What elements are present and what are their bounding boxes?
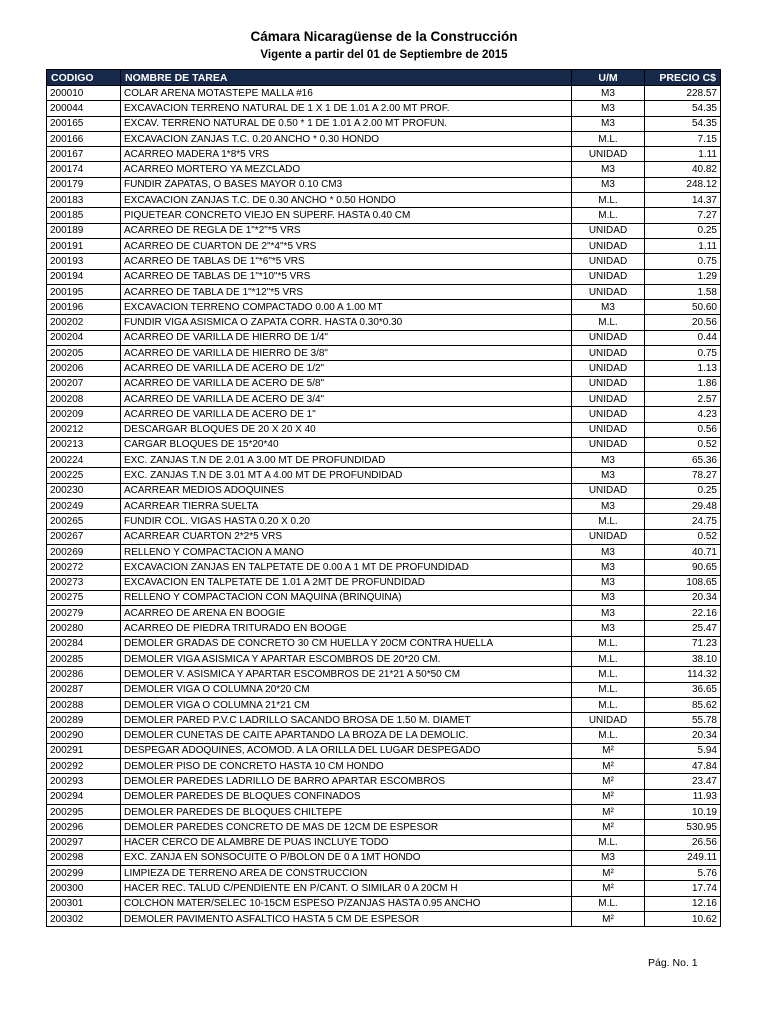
header-name: NOMBRE DE TAREA [121,70,572,86]
cell-name: EXCAVACION TERRENO NATURAL DE 1 X 1 DE 1.01 A 2.00 MT PROF. [121,101,572,116]
cell-name: ACARREAR CUARTON 2*2*5 VRS [121,529,572,544]
cell-unit: UNIDAD [572,284,645,299]
table-row [47,835,721,850]
cell-unit: UNIDAD [572,407,645,422]
header-price: PRECIO C$ [645,70,721,86]
cell-unit: M² [572,774,645,789]
cell-price: 1.29 [645,269,721,284]
cell-code: 200174 [47,162,121,177]
cell-code: 200302 [47,912,121,927]
cell-price: 40.82 [645,162,721,177]
cell-unit: UNIDAD [572,238,645,253]
cell-unit: M.L. [572,651,645,666]
table-row [47,590,721,605]
cell-unit: M.L. [572,514,645,529]
cell-name: DEMOLER VIGA O COLUMNA 20*20 CM [121,682,572,697]
table-row [47,131,721,146]
cell-code: 200165 [47,116,121,131]
price-table [46,69,721,927]
table-row [47,621,721,636]
cell-code: 200209 [47,407,121,422]
cell-price: 1.86 [645,376,721,391]
cell-unit: UNIDAD [572,437,645,452]
cell-price: 0.52 [645,437,721,452]
cell-unit: M3 [572,850,645,865]
cell-unit: M3 [572,116,645,131]
cell-price: 7.27 [645,208,721,223]
table-row [47,284,721,299]
cell-name: DESPEGAR ADOQUINES, ACOMOD. A LA ORILLA DEL LUGAR DESPEGADO [121,743,572,758]
cell-unit: M.L. [572,728,645,743]
cell-unit: M² [572,820,645,835]
cell-price: 7.15 [645,131,721,146]
table-row [47,560,721,575]
cell-unit: M² [572,759,645,774]
cell-price: 2.57 [645,391,721,406]
cell-price: 1.13 [645,361,721,376]
cell-unit: M.L. [572,131,645,146]
cell-name: DEMOLER V. ASISMICA Y APARTAR ESCOMBROS DE 21*21 A 50*50 CM [121,667,572,682]
table-row [47,376,721,391]
cell-code: 200249 [47,499,121,514]
cell-price: 1.58 [645,284,721,299]
table-row [47,912,721,927]
cell-name: DEMOLER VIGA ASISMICA Y APARTAR ESCOMBROS DE 20*20 CM. [121,651,572,666]
cell-code: 200272 [47,560,121,575]
table-row [47,743,721,758]
cell-name: EXCAVACION EN TALPETATE DE 1.01 A 2MT DE PROFUNDIDAD [121,575,572,590]
cell-price: 26.56 [645,835,721,850]
cell-price: 530.95 [645,820,721,835]
cell-code: 200298 [47,850,121,865]
cell-code: 200296 [47,820,121,835]
cell-name: EXCAVACION ZANJAS EN TALPETATE DE 0.00 A 1 MT DE PROFUNDIDAD [121,560,572,575]
cell-name: FUNDIR VIGA ASISMICA O ZAPATA CORR. HASTA 0.30*0.30 [121,315,572,330]
cell-price: 36.65 [645,682,721,697]
cell-unit: UNIDAD [572,330,645,345]
cell-code: 200294 [47,789,121,804]
document-subtitle: Vigente a partir del 01 de Septiembre de 2015 [260,49,508,61]
table-row [47,162,721,177]
page-number: Pág. No. 1 [648,957,698,969]
cell-unit: UNIDAD [572,346,645,361]
cell-unit: M3 [572,101,645,116]
table-row [47,193,721,208]
cell-unit: M3 [572,606,645,621]
cell-price: 90.65 [645,560,721,575]
cell-price: 38.10 [645,651,721,666]
cell-code: 200301 [47,896,121,911]
cell-unit: UNIDAD [572,422,645,437]
cell-price: 20.34 [645,590,721,605]
cell-unit: M² [572,912,645,927]
cell-unit: UNIDAD [572,376,645,391]
cell-name: DEMOLER PISO DE CONCRETO HASTA 10 CM HONDO [121,759,572,774]
cell-name: COLCHON MATER/SELEC 10-15CM ESPESO P/ZANJAS HASTA 0.95 ANCHO [121,896,572,911]
cell-unit: M3 [572,468,645,483]
document-title: Cámara Nicaragüense de la Construcción [250,29,518,44]
cell-name: ACARREO MORTERO YA MEZCLADO [121,162,572,177]
table-row [47,850,721,865]
cell-unit: M.L. [572,835,645,850]
table-row [47,881,721,896]
cell-code: 200293 [47,774,121,789]
header-unit: U/M [572,70,645,86]
cell-name: ACARREO MADERA 1*8*5 VRS [121,147,572,162]
cell-unit: M² [572,804,645,819]
cell-code: 200205 [47,346,121,361]
cell-price: 5.94 [645,743,721,758]
cell-price: 54.35 [645,116,721,131]
table-row [47,651,721,666]
cell-name: EXC. ZANJAS T.N DE 3.01 MT A 4.00 MT DE PROFUNDIDAD [121,468,572,483]
cell-name: EXCAV. TERRENO NATURAL DE 0.50 * 1 DE 1.01 A 2.00 MT PROFUN. [121,116,572,131]
cell-name: HACER CERCO DE ALAMBRE DE PUAS INCLUYE TODO [121,835,572,850]
cell-code: 200273 [47,575,121,590]
cell-code: 200291 [47,743,121,758]
cell-name: RELLENO Y COMPACTACION CON MAQUINA (BRINQUINA) [121,590,572,605]
cell-name: CARGAR BLOQUES DE 15*20*40 [121,437,572,452]
table-row [47,774,721,789]
cell-name: PIQUETEAR CONCRETO VIEJO EN SUPERF. HASTA 0.40 CM [121,208,572,223]
cell-unit: M.L. [572,896,645,911]
cell-price: 50.60 [645,300,721,315]
cell-code: 200166 [47,131,121,146]
cell-price: 47.84 [645,759,721,774]
cell-unit: M3 [572,499,645,514]
cell-name: ACARREAR TIERRA SUELTA [121,499,572,514]
cell-code: 200204 [47,330,121,345]
table-row [47,468,721,483]
cell-code: 200183 [47,193,121,208]
cell-code: 200212 [47,422,121,437]
table-row [47,896,721,911]
cell-code: 200287 [47,682,121,697]
cell-name: ACARREO DE TABLAS DE 1"*6"*5 VRS [121,254,572,269]
cell-unit: UNIDAD [572,483,645,498]
cell-code: 200207 [47,376,121,391]
cell-name: LIMPIEZA DE TERRENO AREA DE CONSTRUCCION [121,866,572,881]
cell-code: 200213 [47,437,121,452]
table-row [47,346,721,361]
table-row [47,147,721,162]
cell-name: ACARREO DE PIEDRA TRITURADO EN BOOGE [121,621,572,636]
cell-name: ACARREAR MEDIOS ADOQUINES [121,483,572,498]
cell-unit: M.L. [572,315,645,330]
cell-price: 4.23 [645,407,721,422]
cell-name: ACARREO DE VARILLA DE HIERRO DE 3/8" [121,346,572,361]
cell-price: 5.76 [645,866,721,881]
cell-unit: UNIDAD [572,147,645,162]
cell-code: 200206 [47,361,121,376]
cell-code: 200185 [47,208,121,223]
cell-price: 12.16 [645,896,721,911]
cell-unit: M3 [572,162,645,177]
cell-price: 248.12 [645,177,721,192]
cell-code: 200288 [47,697,121,712]
cell-unit: UNIDAD [572,391,645,406]
table-row [47,759,721,774]
cell-name: ACARREO DE VARILLA DE ACERO DE 1" [121,407,572,422]
cell-name: EXCAVACION ZANJAS T.C. DE 0.30 ANCHO * 0.50 HONDO [121,193,572,208]
cell-price: 0.52 [645,529,721,544]
cell-unit: UNIDAD [572,254,645,269]
cell-unit: M3 [572,177,645,192]
table-row [47,177,721,192]
header-code: CODIGO [47,70,121,86]
cell-price: 23.47 [645,774,721,789]
cell-name: COLAR ARENA MOTASTEPE MALLA #16 [121,86,572,101]
cell-price: 114.32 [645,667,721,682]
cell-price: 24.75 [645,514,721,529]
table-row [47,682,721,697]
table-row [47,300,721,315]
cell-unit: UNIDAD [572,713,645,728]
cell-code: 200299 [47,866,121,881]
cell-code: 200225 [47,468,121,483]
cell-name: DEMOLER PAREDES LADRILLO DE BARRO APARTAR ESCOMBROS [121,774,572,789]
cell-name: DEMOLER VIGA O COLUMNA 21*21 CM [121,697,572,712]
cell-code: 200300 [47,881,121,896]
cell-unit: M3 [572,86,645,101]
table-row [47,667,721,682]
cell-code: 200269 [47,544,121,559]
cell-code: 200195 [47,284,121,299]
table-row [47,728,721,743]
table-row [47,238,721,253]
cell-code: 200267 [47,529,121,544]
cell-unit: UNIDAD [572,529,645,544]
cell-unit: M.L. [572,667,645,682]
cell-code: 200196 [47,300,121,315]
cell-unit: M² [572,881,645,896]
table-row [47,437,721,452]
table-row [47,453,721,468]
table-row [47,361,721,376]
cell-name: RELLENO Y COMPACTACION A MANO [121,544,572,559]
cell-unit: M² [572,789,645,804]
cell-price: 25.47 [645,621,721,636]
table-row [47,223,721,238]
cell-name: EXC. ZANJAS T.N DE 2.01 A 3.00 MT DE PROFUNDIDAD [121,453,572,468]
table-row [47,606,721,621]
cell-unit: M3 [572,453,645,468]
cell-price: 29.48 [645,499,721,514]
cell-price: 0.25 [645,483,721,498]
cell-unit: M.L. [572,636,645,651]
cell-unit: M.L. [572,697,645,712]
cell-unit: M3 [572,621,645,636]
cell-price: 22.16 [645,606,721,621]
table-row [47,330,721,345]
cell-code: 200202 [47,315,121,330]
cell-unit: M3 [572,300,645,315]
table-row [47,86,721,101]
cell-name: ACARREO DE CUARTON DE 2"*4"*5 VRS [121,238,572,253]
cell-unit: M3 [572,590,645,605]
cell-name: DESCARGAR BLOQUES DE 20 X 20 X 40 [121,422,572,437]
cell-name: DEMOLER PARED P.V.C LADRILLO SACANDO BROSA DE 1.50 M. DIAMET [121,713,572,728]
table-row [47,391,721,406]
cell-name: EXCAVACION ZANJAS T.C. 0.20 ANCHO * 0.30 HONDO [121,131,572,146]
cell-code: 200297 [47,835,121,850]
cell-price: 0.44 [645,330,721,345]
cell-unit: UNIDAD [572,361,645,376]
cell-name: DEMOLER PAREDES DE BLOQUES CHILTEPE [121,804,572,819]
cell-name: FUNDIR COL. VIGAS HASTA 0.20 X 0.20 [121,514,572,529]
table-row [47,820,721,835]
cell-price: 0.25 [645,223,721,238]
cell-name: ACARREO DE VARILLA DE HIERRO DE 1/4" [121,330,572,345]
table-row [47,422,721,437]
table-row [47,789,721,804]
cell-name: EXCAVACION TERRENO COMPACTADO 0.00 A 1.00 MT [121,300,572,315]
cell-code: 200010 [47,86,121,101]
cell-price: 78.27 [645,468,721,483]
cell-unit: M3 [572,544,645,559]
cell-price: 1.11 [645,238,721,253]
cell-code: 200208 [47,391,121,406]
cell-name: ACARREO DE REGLA DE 1"*2"*5 VRS [121,223,572,238]
cell-code: 200193 [47,254,121,269]
table-row [47,514,721,529]
cell-price: 14.37 [645,193,721,208]
cell-unit: M.L. [572,208,645,223]
cell-code: 200189 [47,223,121,238]
table-row [47,254,721,269]
cell-code: 200230 [47,483,121,498]
cell-price: 0.75 [645,346,721,361]
cell-name: DEMOLER PAVIMENTO ASFALTICO HASTA 5 CM DE ESPESOR [121,912,572,927]
cell-code: 200292 [47,759,121,774]
cell-price: 10.19 [645,804,721,819]
table-row [47,483,721,498]
cell-name: DEMOLER PAREDES CONCRETO DE MAS DE 12CM DE ESPESOR [121,820,572,835]
cell-price: 10.62 [645,912,721,927]
cell-name: ACARREO DE VARILLA DE ACERO DE 1/2" [121,361,572,376]
header-row [47,70,721,86]
cell-code: 200265 [47,514,121,529]
cell-code: 200224 [47,453,121,468]
cell-price: 17.74 [645,881,721,896]
cell-code: 200284 [47,636,121,651]
cell-price: 20.34 [645,728,721,743]
cell-unit: M² [572,743,645,758]
table-row [47,529,721,544]
cell-code: 200286 [47,667,121,682]
cell-price: 1.11 [645,147,721,162]
table-row [47,499,721,514]
table-row [47,575,721,590]
price-table-body [47,86,721,927]
cell-price: 108.65 [645,575,721,590]
cell-price: 20.56 [645,315,721,330]
cell-name: ACARREO DE TABLA DE 1"*12"*5 VRS [121,284,572,299]
cell-code: 200044 [47,101,121,116]
cell-code: 200289 [47,713,121,728]
table-row [47,315,721,330]
table-row [47,697,721,712]
cell-unit: M3 [572,575,645,590]
cell-code: 200290 [47,728,121,743]
cell-price: 0.75 [645,254,721,269]
cell-code: 200179 [47,177,121,192]
cell-name: HACER REC. TALUD C/PENDIENTE EN P/CANT. O SIMILAR 0 A 20CM H [121,881,572,896]
cell-name: EXC. ZANJA EN SONSOCUITE O P/BOLON DE 0 A 1MT HONDO [121,850,572,865]
table-row [47,208,721,223]
table-row [47,804,721,819]
cell-code: 200194 [47,269,121,284]
cell-code: 200285 [47,651,121,666]
table-row [47,866,721,881]
price-table-header [47,70,721,86]
cell-code: 200279 [47,606,121,621]
cell-name: ACARREO DE VARILLA DE ACERO DE 3/4" [121,391,572,406]
cell-code: 200280 [47,621,121,636]
table-row [47,407,721,422]
table-row [47,636,721,651]
cell-price: 249.11 [645,850,721,865]
cell-price: 228.57 [645,86,721,101]
cell-unit: UNIDAD [572,223,645,238]
document-header [0,28,768,63]
table-row [47,713,721,728]
cell-name: ACARREO DE TABLAS DE 1"*10"*5 VRS [121,269,572,284]
cell-code: 200167 [47,147,121,162]
cell-name: DEMOLER GRADAS DE CONCRETO 30 CM HUELLA Y 20CM CONTRA HUELLA [121,636,572,651]
cell-name: FUNDIR ZAPATAS, O BASES MAYOR 0.10 CM3 [121,177,572,192]
cell-name: ACARREO DE VARILLA DE ACERO DE 5/8" [121,376,572,391]
cell-price: 85.62 [645,697,721,712]
table-row [47,269,721,284]
cell-price: 0.56 [645,422,721,437]
cell-unit: UNIDAD [572,269,645,284]
cell-name: DEMOLER CUNETAS DE CAITE APARTANDO LA BROZA DE LA DEMOLIC. [121,728,572,743]
cell-price: 55.78 [645,713,721,728]
table-row [47,544,721,559]
cell-unit: M.L. [572,682,645,697]
cell-code: 200275 [47,590,121,605]
cell-code: 200191 [47,238,121,253]
cell-unit: M² [572,866,645,881]
cell-price: 65.36 [645,453,721,468]
cell-name: ACARREO DE ARENA EN BOOGIE [121,606,572,621]
cell-unit: M3 [572,560,645,575]
cell-price: 11.93 [645,789,721,804]
table-row [47,116,721,131]
cell-code: 200295 [47,804,121,819]
cell-price: 71.23 [645,636,721,651]
cell-price: 40.71 [645,544,721,559]
cell-unit: M.L. [572,193,645,208]
table-row [47,101,721,116]
cell-name: DEMOLER PAREDES DE BLOQUES CONFINADOS [121,789,572,804]
cell-price: 54.35 [645,101,721,116]
